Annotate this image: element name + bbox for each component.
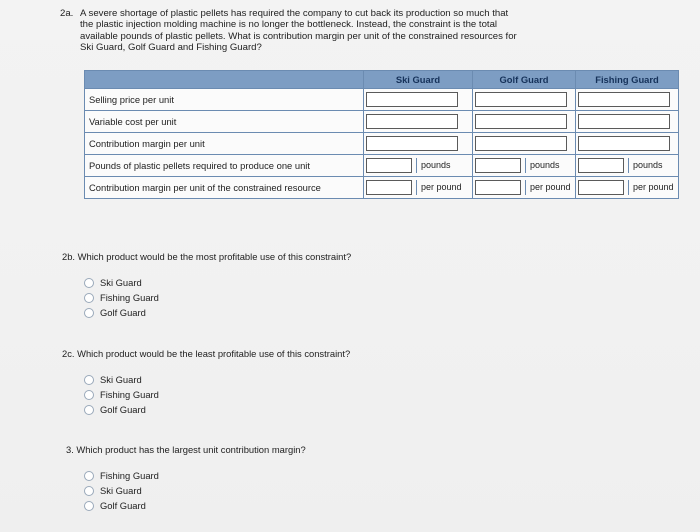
radio-button[interactable] bbox=[84, 486, 94, 496]
row-label-contribution-margin: Contribution margin per unit bbox=[85, 133, 364, 155]
column-header-ski-guard: Ski Guard bbox=[364, 71, 473, 89]
ski-variable-cost-input[interactable] bbox=[366, 114, 458, 129]
radio-button[interactable] bbox=[84, 375, 94, 385]
option-label: Golf Guard bbox=[100, 307, 146, 318]
contribution-margin-table bbox=[84, 70, 679, 199]
row-label-cm-per-constrained-resource: Contribution margin per unit of the constrained resource bbox=[85, 177, 364, 199]
golf-selling-price-input[interactable] bbox=[475, 92, 567, 107]
unit-label: pounds bbox=[628, 158, 676, 173]
row-label-selling-price: Selling price per unit bbox=[85, 89, 364, 111]
radio-option-ski-guard[interactable] bbox=[84, 372, 159, 387]
radio-button[interactable] bbox=[84, 293, 94, 303]
fishing-contribution-margin-input[interactable] bbox=[578, 136, 670, 151]
row-label-pounds-required: Pounds of plastic pellets required to produce one unit bbox=[85, 155, 364, 177]
golf-variable-cost-input[interactable] bbox=[475, 114, 567, 129]
radio-option-golf-guard[interactable] bbox=[84, 305, 159, 320]
option-label: Golf Guard bbox=[100, 404, 146, 415]
column-header-fishing-guard: Fishing Guard bbox=[576, 71, 679, 89]
question-2a-line: the plastic injection molding machine is no longer the bottleneck. Instead, the constraint is the total bbox=[80, 19, 498, 31]
question-2b: 2b. Which product would be the most profitable use of this constraint? bbox=[62, 251, 352, 262]
question-2c: 2c. Which product would be the least profitable use of this constraint? bbox=[62, 348, 351, 359]
fishing-pounds-input[interactable] bbox=[578, 158, 624, 173]
ski-cm-per-pound-input[interactable] bbox=[366, 180, 412, 195]
table-row bbox=[85, 89, 679, 111]
radio-option-fishing-guard[interactable] bbox=[84, 468, 159, 483]
ski-pounds-input[interactable] bbox=[366, 158, 412, 173]
unit-label: per pound bbox=[628, 180, 676, 195]
radio-option-fishing-guard[interactable] bbox=[84, 387, 159, 402]
table-row bbox=[85, 133, 679, 155]
question-3-options bbox=[84, 468, 159, 513]
table-row bbox=[85, 177, 679, 199]
golf-pounds-input[interactable] bbox=[475, 158, 521, 173]
table-row bbox=[85, 155, 679, 177]
radio-option-fishing-guard[interactable] bbox=[84, 290, 159, 305]
ski-selling-price-input[interactable] bbox=[366, 92, 458, 107]
row-label-variable-cost: Variable cost per unit bbox=[85, 111, 364, 133]
golf-contribution-margin-input[interactable] bbox=[475, 136, 567, 151]
radio-option-golf-guard[interactable] bbox=[84, 402, 159, 417]
option-label: Ski Guard bbox=[100, 374, 142, 385]
unit-label: pounds bbox=[525, 158, 573, 173]
radio-button[interactable] bbox=[84, 278, 94, 288]
question-2c-options bbox=[84, 372, 159, 417]
radio-button[interactable] bbox=[84, 405, 94, 415]
golf-cm-per-pound-input[interactable] bbox=[475, 180, 521, 195]
option-label: Ski Guard bbox=[100, 277, 142, 288]
fishing-variable-cost-input[interactable] bbox=[578, 114, 670, 129]
option-label: Golf Guard bbox=[100, 500, 146, 511]
unit-label: pounds bbox=[416, 158, 470, 173]
option-label: Fishing Guard bbox=[100, 292, 159, 303]
radio-button[interactable] bbox=[84, 308, 94, 318]
option-label: Fishing Guard bbox=[100, 470, 159, 481]
question-2a-line: available pounds of plastic pellets. What is contribution margin per unit of the constrained resources for bbox=[80, 30, 517, 42]
fishing-selling-price-input[interactable] bbox=[578, 92, 670, 107]
fishing-cm-per-pound-input[interactable] bbox=[578, 180, 624, 195]
question-2b-options bbox=[84, 275, 159, 320]
radio-option-ski-guard[interactable] bbox=[84, 483, 159, 498]
unit-label: per pound bbox=[416, 180, 470, 195]
radio-option-golf-guard[interactable] bbox=[84, 498, 159, 513]
ski-contribution-margin-input[interactable] bbox=[366, 136, 458, 151]
question-2a-number: 2a. bbox=[60, 8, 74, 19]
table-row bbox=[85, 111, 679, 133]
option-label: Fishing Guard bbox=[100, 389, 159, 400]
radio-button[interactable] bbox=[84, 390, 94, 400]
question-2a bbox=[62, 8, 582, 54]
unit-label: per pound bbox=[525, 180, 573, 195]
question-3: 3. Which product has the largest unit contribution margin? bbox=[66, 444, 306, 455]
column-header-golf-guard: Golf Guard bbox=[473, 71, 576, 89]
radio-button[interactable] bbox=[84, 501, 94, 511]
radio-button[interactable] bbox=[84, 471, 94, 481]
option-label: Ski Guard bbox=[100, 485, 142, 496]
radio-option-ski-guard[interactable] bbox=[84, 275, 159, 290]
table-header-blank bbox=[85, 71, 364, 89]
question-2a-line: A severe shortage of plastic pellets has required the company to cut back its production so much that bbox=[80, 8, 509, 19]
question-2a-line: Ski Guard, Golf Guard and Fishing Guard? bbox=[80, 42, 262, 54]
